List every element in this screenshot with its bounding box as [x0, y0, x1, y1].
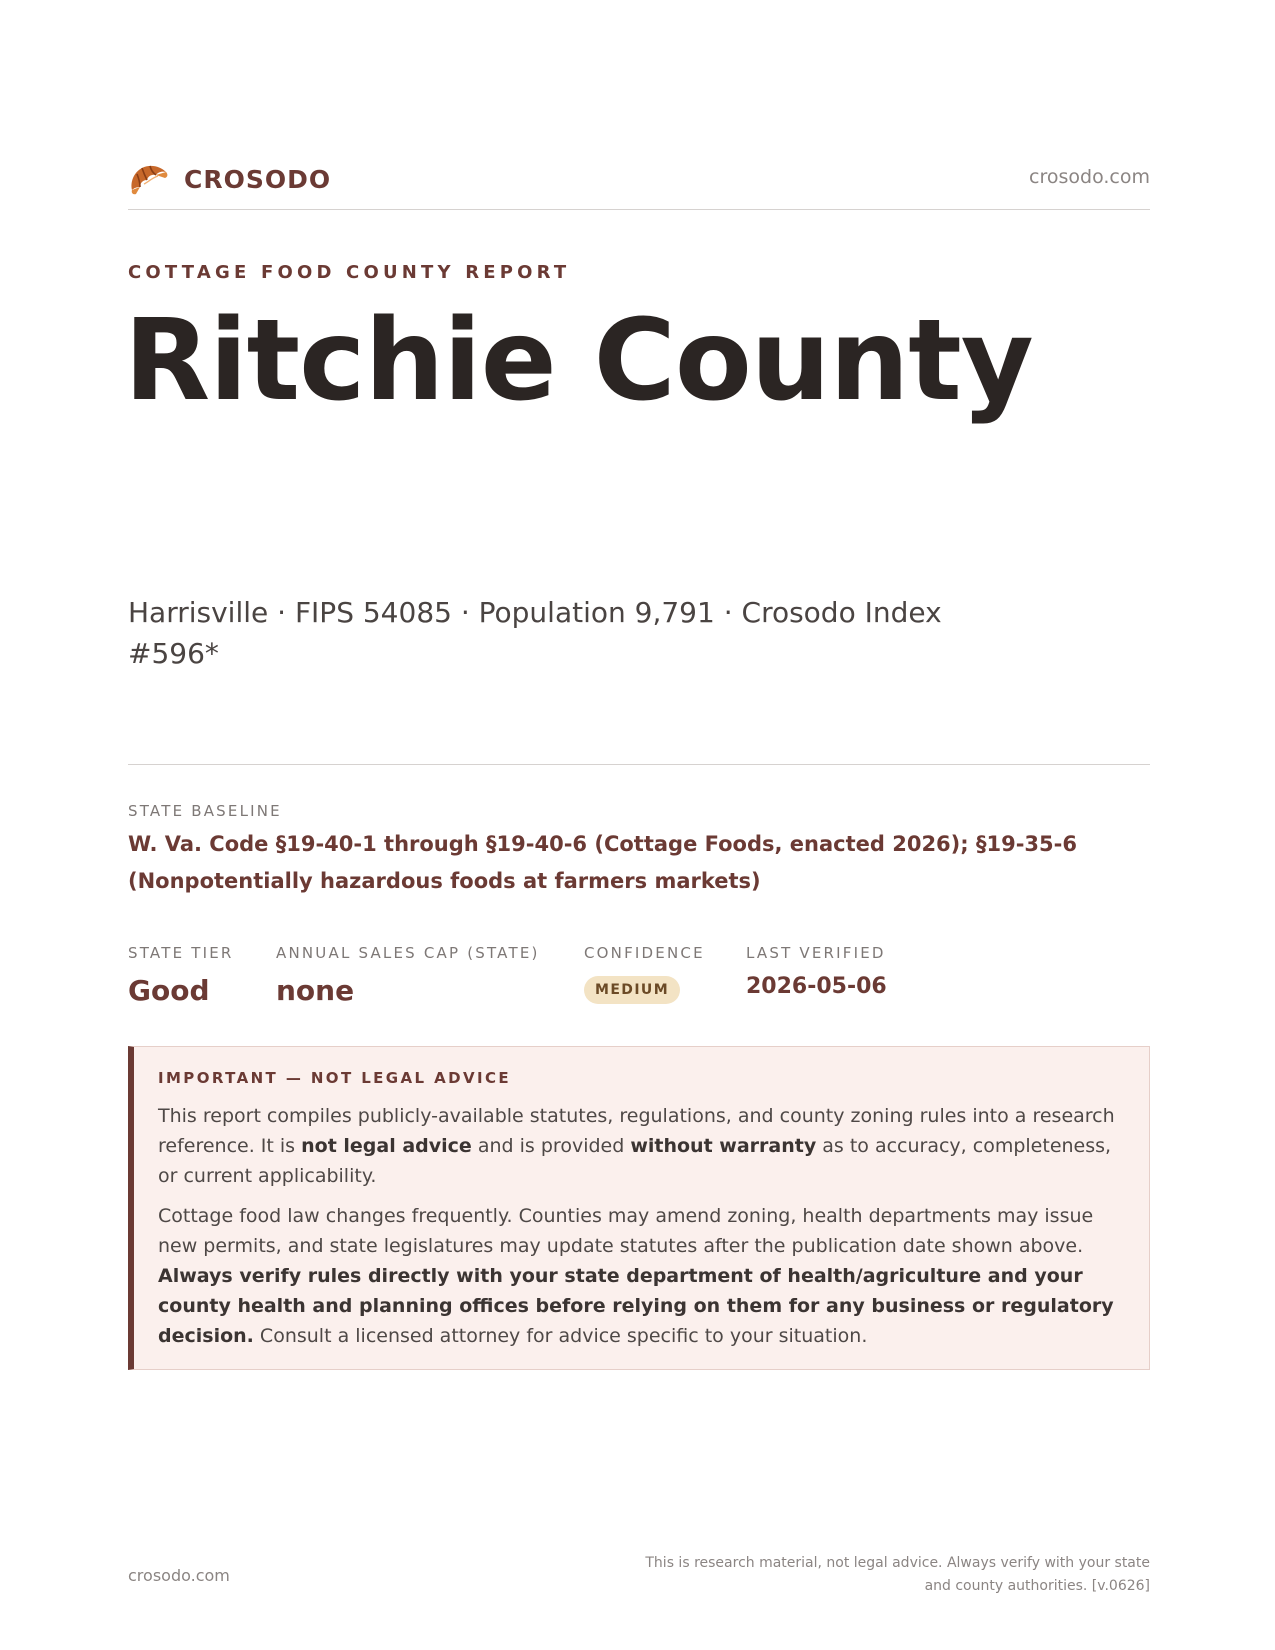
brand	[128, 160, 331, 198]
stat-sales-cap	[276, 944, 540, 1007]
croissant-icon	[128, 160, 170, 198]
page-title: Ritchie County	[124, 296, 1033, 426]
notice-paragraph	[158, 1201, 1127, 1351]
footer-disclaimer-line: and county authorities. [v.0626]	[924, 1578, 1150, 1594]
notice-text: Cottage food law changes frequently. Counties may amend zoning, health departments may issue new permits, and state legislatures may update statutes after the publication date shown above.	[158, 1205, 1094, 1257]
state-baseline-text: W. Va. Code §19-40-1 through §19-40-6 (Cottage Foods, enacted 2026); §19-35-6 (Nonpotentially hazardous foods at farmers markets)	[128, 832, 1077, 893]
county-subtitle: Harrisville · FIPS 54085 · Population 9,791 · Crosodo Index #596*	[128, 596, 942, 670]
section-divider	[128, 764, 1150, 765]
stat-value: none	[276, 974, 355, 1007]
footer-site-url[interactable]: crosodo.com	[128, 1566, 230, 1585]
report-page	[124, 0, 1150, 1650]
notice-paragraph	[158, 1101, 1127, 1191]
state-baseline-label: STATE BASELINE	[128, 802, 282, 820]
notice-title: IMPORTANT — NOT LEGAL ADVICE	[158, 1069, 512, 1087]
notice-emphasis: not legal advice	[301, 1135, 472, 1157]
stat-label: STATE TIER	[128, 944, 234, 962]
brand-name: CROSODO	[184, 164, 332, 194]
stat-label: ANNUAL SALES CAP (STATE)	[276, 944, 540, 962]
stat-value: 2026-05-06	[746, 974, 887, 999]
stat-label: CONFIDENCE	[584, 944, 705, 962]
notice-emphasis: without warranty	[630, 1135, 817, 1157]
notice-emphasis: Always verify rules directly with your state department of health/agriculture and your county health and planning offices before relying on them for any business or regulatory decision.	[158, 1265, 1114, 1347]
stat-confidence	[584, 944, 705, 1004]
footer-disclaimer-line: This is research material, not legal advice. Always verify with your state	[645, 1555, 1150, 1571]
notice-text: This report compiles publicly-available statutes, regulations, and county zoning rules into a research reference. It is	[158, 1105, 1115, 1157]
notice-text: as to accuracy, completeness, or current applicability.	[158, 1135, 1112, 1187]
notice-text: Consult a licensed attorney for advice specific to your situation.	[253, 1325, 868, 1347]
stats-row	[128, 944, 1150, 1014]
stat-last-verified	[746, 944, 887, 999]
stat-state-tier	[128, 944, 234, 1007]
notice-text: and is provided	[471, 1135, 631, 1157]
site-url[interactable]: crosodo.com	[1029, 166, 1150, 188]
legal-notice	[128, 1046, 1150, 1370]
stat-value: Good	[128, 974, 210, 1007]
page-header	[128, 158, 1150, 210]
report-kicker: COTTAGE FOOD COUNTY REPORT	[128, 262, 571, 283]
confidence-badge: MEDIUM	[584, 976, 680, 1004]
stat-label: LAST VERIFIED	[746, 944, 886, 962]
footer-disclaimer	[590, 1552, 1150, 1598]
